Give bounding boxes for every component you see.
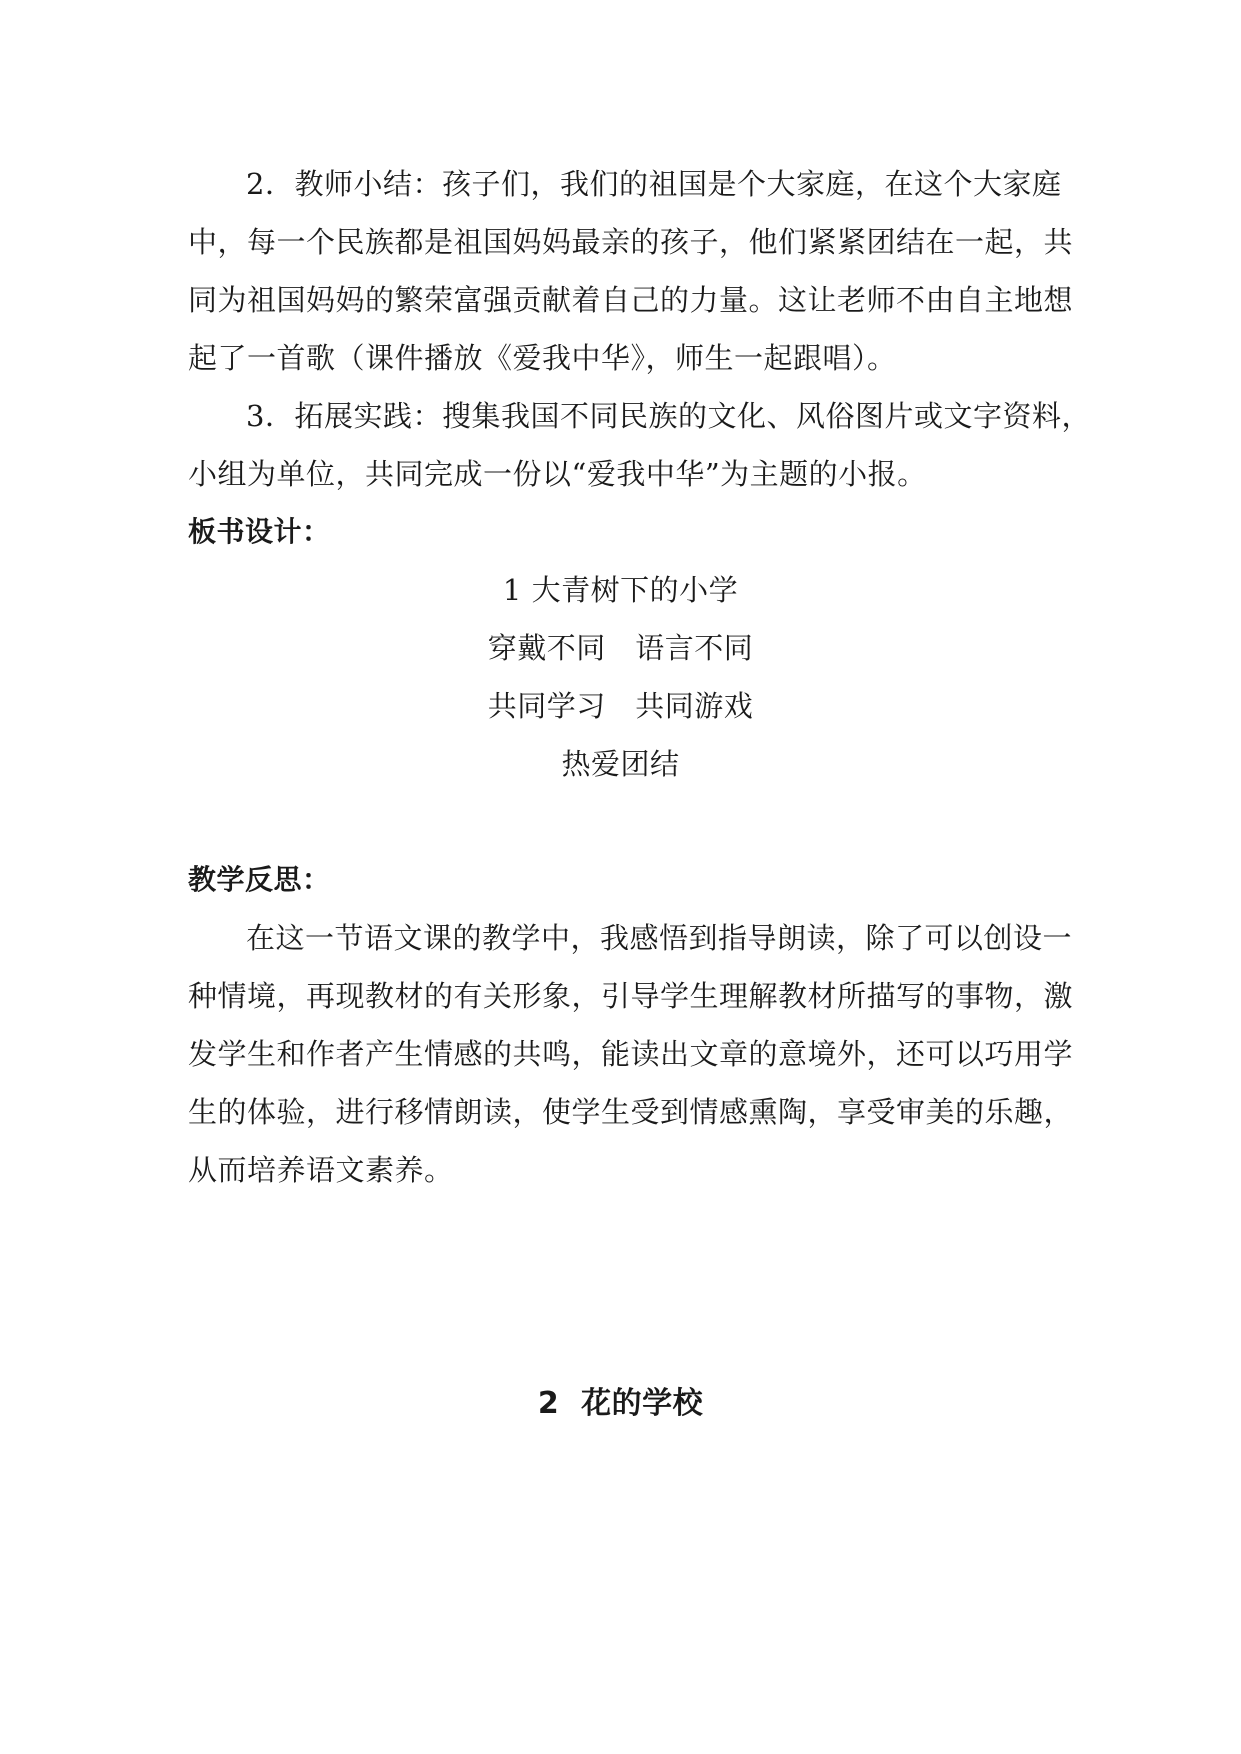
board-design-heading: 板书设计：: [188, 515, 331, 548]
board-design-line-2: 穿戴不同 语言不同: [487, 631, 754, 665]
board-design-line-4: 热爱团结: [561, 747, 680, 781]
reflection-line-3: 发学生和作者产生情感的共鸣，能读出文章的意境外，还可以巧用学: [188, 1037, 1074, 1071]
summary-line-1: 2．教师小结：孩子们，我们的祖国是个大家庭，在这个大家庭: [246, 167, 1062, 201]
board-design-title: 1 大青树下的小学: [502, 573, 739, 607]
summary-line-2: 中，每一个民族都是祖国妈妈最亲的孩子，他们紧紧团结在一起，共: [188, 225, 1074, 259]
summary-line-4: 起了一首歌（课件播放《爱我中华》，师生一起跟唱）。: [188, 341, 897, 375]
summary-line-3: 同为祖国妈妈的繁荣富强贡献着自己的力量。这让老师不由自主地想: [188, 283, 1074, 317]
reflection-line-5: 从而培养语文素养。: [188, 1153, 454, 1187]
next-lesson-title: 2 花的学校: [537, 1386, 704, 1421]
reflection-line-1: 在这一节语文课的教学中，我感悟到指导朗读，除了可以创设一: [246, 921, 1073, 955]
reflection-line-2: 种情境，再现教材的有关形象，引导学生理解教材所描写的事物，激: [188, 979, 1074, 1013]
practice-line-1: 3．拓展实践：搜集我国不同民族的文化、风俗图片或文字资料，: [246, 399, 1091, 433]
practice-line-2: 小组为单位，共同完成一份以“爱我中华”为主题的小报。: [188, 457, 927, 491]
board-design-line-3: 共同学习 共同游戏: [487, 689, 754, 723]
reflection-heading: 教学反思：: [188, 863, 331, 896]
reflection-line-4: 生的体验，进行移情朗读，使学生受到情感熏陶，享受审美的乐趣，: [188, 1095, 1074, 1129]
